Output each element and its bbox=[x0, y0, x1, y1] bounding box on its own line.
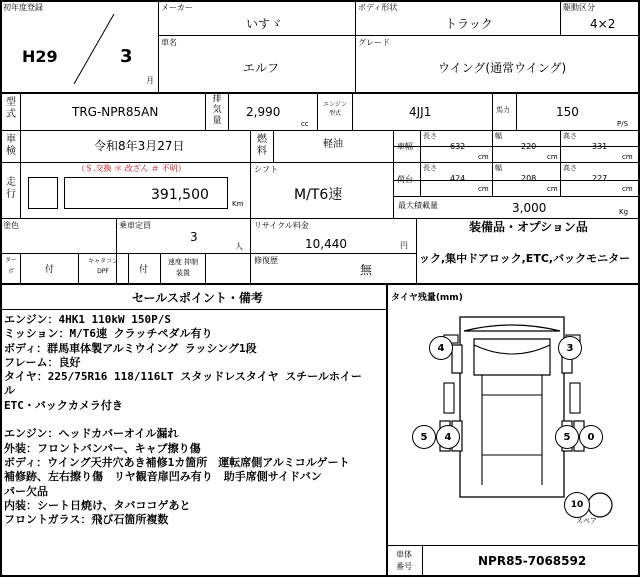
mileage-label: 走 行 bbox=[6, 177, 16, 200]
cargo-wid-value: 208 bbox=[521, 174, 537, 183]
grid-line bbox=[393, 196, 638, 197]
grade-value: ウイング(通常ウイング) bbox=[438, 61, 567, 75]
inspection-label: 車 検 bbox=[6, 134, 16, 157]
max-load-label: 最大積載量 bbox=[398, 201, 438, 210]
sales-line: フロントガラス：飛び石箇所複数 bbox=[4, 513, 169, 527]
vehicle-len-value: 632 bbox=[450, 142, 466, 151]
mileage-check-box bbox=[28, 177, 58, 209]
maker-value: いすゞ bbox=[246, 17, 283, 31]
grid-line bbox=[250, 218, 251, 283]
sales-line: エンジン：4HK1 110kW 150P/S bbox=[4, 313, 172, 326]
capacity-unit: 人 bbox=[235, 242, 243, 251]
vehicle-wid-label: 幅 bbox=[495, 132, 502, 140]
vehicle-dims-label: 車幅 bbox=[397, 142, 413, 151]
fuel-value: 軽油 bbox=[323, 139, 343, 150]
sales-line: ETC・バックカメラ付き bbox=[4, 398, 123, 412]
sales-line: 外装：フロントバンパー、キャブ擦り傷 bbox=[4, 441, 201, 455]
sales-line: タイヤ：225/75R16 118/116LT スタッドレスタイヤ スチールホイー bbox=[4, 370, 362, 384]
displacement-value: 2,990 bbox=[246, 105, 281, 119]
sales-notes bbox=[4, 313, 384, 527]
repair-value: 無 bbox=[360, 263, 373, 277]
cargo-len-unit: cm bbox=[478, 185, 489, 193]
cargo-hgt-unit: cm bbox=[622, 185, 633, 193]
vehicle-len-unit: cm bbox=[478, 153, 489, 161]
drive-value: 4×2 bbox=[590, 17, 616, 31]
displacement-unit: cc bbox=[301, 120, 309, 128]
tire-front-right: 3 bbox=[558, 336, 582, 360]
chassis-number: NPR85-7068592 bbox=[478, 554, 587, 568]
sales-line: 補修跡、左右擦り傷 リヤ観音扉凹み有り 助手席側サイドバン bbox=[4, 470, 322, 484]
turbo-value: 付 bbox=[45, 265, 55, 275]
grid-line bbox=[160, 253, 161, 283]
chassis-label: 車体 番号 bbox=[396, 550, 412, 571]
grid-line bbox=[492, 92, 493, 130]
grid-line bbox=[205, 92, 206, 130]
sales-line: ボディ：ウイング天井穴あき補修1カ箇所 運転席側アルミコルゲート bbox=[4, 455, 350, 469]
power-unit: P/S bbox=[617, 120, 629, 128]
cargo-len-label: 長さ bbox=[423, 164, 437, 172]
vehicle-wid-unit: cm bbox=[547, 153, 558, 161]
sales-line bbox=[4, 413, 384, 427]
first-reg-month: 3 bbox=[120, 46, 133, 67]
sales-line: ミッション：M/T6速 クラッチペダル有り bbox=[4, 327, 213, 341]
tire-title: タイヤ残量(mm) bbox=[391, 293, 463, 303]
grid-line bbox=[422, 545, 423, 577]
grid-line bbox=[158, 35, 638, 36]
mileage-unit: Km bbox=[232, 200, 244, 208]
power-label: 馬力 bbox=[496, 106, 510, 114]
grid-line bbox=[317, 92, 318, 130]
type-value: TRG-NPR85AN bbox=[72, 105, 159, 119]
tire-front-left: 4 bbox=[429, 336, 453, 360]
grid-line bbox=[560, 0, 561, 35]
grid-line bbox=[78, 253, 79, 283]
first-reg-label: 初年度登録 bbox=[3, 3, 43, 12]
mileage-value: 391,500 bbox=[151, 187, 209, 203]
engine-type-label: エンジン 型式 bbox=[323, 101, 347, 117]
grid-line bbox=[492, 162, 493, 196]
grid-line bbox=[0, 162, 640, 163]
max-load-value: 3,000 bbox=[512, 201, 547, 215]
grid-line bbox=[420, 162, 421, 196]
model-name-label: 車名 bbox=[161, 38, 177, 47]
grid-line bbox=[20, 253, 21, 283]
first-reg-era: H29 bbox=[22, 47, 58, 66]
grid-line bbox=[250, 162, 251, 218]
grid-line bbox=[0, 218, 640, 219]
capacity-value: 3 bbox=[190, 230, 198, 244]
tire-diagram bbox=[386, 305, 638, 543]
speed-limiter-label: 速度 抑制 装置 bbox=[167, 258, 199, 277]
drive-label: 駆動区分 bbox=[563, 3, 595, 12]
cargo-wid-unit: cm bbox=[547, 185, 558, 193]
fuel-label: 燃 料 bbox=[257, 134, 267, 157]
grid-line bbox=[386, 545, 638, 546]
dpf-label: キャタコン DPF bbox=[87, 258, 118, 275]
sales-line: エンジン：ヘッドカバーオイル漏れ bbox=[4, 427, 179, 441]
sales-line: ボディ：群馬車体製アルミウイング ラッシング1段 bbox=[4, 341, 257, 355]
dpf-value: 付 bbox=[139, 265, 149, 275]
cargo-wid-label: 幅 bbox=[495, 164, 502, 172]
grid-line bbox=[0, 130, 640, 131]
cargo-hgt-label: 高さ bbox=[563, 164, 577, 172]
shift-label: シフト bbox=[254, 165, 278, 174]
grid-line bbox=[0, 283, 640, 285]
grid-line bbox=[416, 218, 417, 283]
vehicle-hgt-label: 高さ bbox=[563, 132, 577, 140]
grid-line bbox=[0, 92, 640, 94]
maker-label: メーカー bbox=[161, 3, 193, 12]
grid-line bbox=[128, 253, 129, 283]
repair-label: 修復歴 bbox=[254, 256, 278, 265]
capacity-label: 乗車定員 bbox=[119, 221, 151, 230]
body-value: トラック bbox=[445, 17, 493, 31]
grid-line bbox=[516, 92, 517, 130]
grade-label: グレード bbox=[358, 38, 390, 47]
type-label: 型 式 bbox=[6, 97, 16, 120]
cargo-len-value: 424 bbox=[450, 174, 466, 183]
grid-line bbox=[352, 92, 353, 130]
grid-line bbox=[158, 0, 159, 92]
spare-label: スペア bbox=[576, 517, 597, 525]
cargo-hgt-value: 227 bbox=[592, 174, 608, 183]
grid-line bbox=[560, 162, 561, 196]
mileage-note: （＄.交換 ＊ 改ざん ＃ 不明） bbox=[77, 164, 186, 173]
recycle-label: リサイクル料金 bbox=[254, 221, 309, 230]
tire-rear-left-inner: 4 bbox=[436, 425, 460, 449]
grid-line bbox=[0, 309, 386, 310]
grid-line bbox=[0, 253, 416, 254]
recycle-value: 10,440 bbox=[305, 237, 347, 251]
color-label: 塗色 bbox=[3, 221, 19, 230]
grid-line bbox=[20, 92, 21, 162]
first-reg-month-unit: 月 bbox=[146, 76, 154, 85]
grid-line bbox=[273, 130, 274, 162]
vehicle-len-label: 長さ bbox=[423, 132, 437, 140]
vehicle-hgt-unit: cm bbox=[622, 153, 633, 161]
displacement-label: 排 気 量 bbox=[212, 94, 222, 126]
equipment-title: 装備品・オプション品 bbox=[469, 220, 588, 234]
power-value: 150 bbox=[556, 105, 579, 119]
grid-line bbox=[393, 130, 394, 218]
sales-line: 内装：シート日焼け、タバココゲあと bbox=[4, 498, 191, 512]
sales-line: パー欠品 bbox=[4, 484, 48, 498]
body-label: ボディ形状 bbox=[358, 3, 398, 12]
tire-spare: 10 bbox=[564, 492, 590, 518]
tire-rear-right-outer: 0 bbox=[579, 425, 603, 449]
turbo-label: ター ボ bbox=[4, 257, 17, 275]
grid-line bbox=[205, 253, 206, 283]
tire-rear-left-outer: 5 bbox=[412, 425, 436, 449]
sales-title: セールスポイント・備考 bbox=[132, 291, 263, 305]
engine-type-value: 4JJ1 bbox=[409, 105, 432, 119]
vehicle-wid-value: 220 bbox=[521, 142, 537, 151]
inspection-date: 令和8年3月27日 bbox=[94, 139, 185, 153]
equipment-list: ック,集中ドアロック,ETC,バックモニター bbox=[419, 253, 631, 264]
shift-value: M/T6速 bbox=[294, 187, 343, 203]
grid-line bbox=[250, 130, 251, 162]
first-reg-diagonal bbox=[70, 12, 120, 87]
model-name-value: エルフ bbox=[243, 61, 280, 75]
sales-line: フレーム：良好 bbox=[4, 355, 81, 369]
grid-line bbox=[355, 0, 356, 92]
sales-line: ル bbox=[4, 384, 15, 398]
max-load-unit: Kg bbox=[619, 208, 629, 216]
grid-line bbox=[20, 162, 21, 218]
tire-rear-right-inner: 5 bbox=[555, 425, 579, 449]
vehicle-hgt-value: 331 bbox=[592, 142, 608, 151]
recycle-unit: 円 bbox=[400, 241, 408, 250]
grid-line bbox=[228, 92, 229, 130]
cargo-dims-label: 荷台 bbox=[397, 175, 413, 184]
